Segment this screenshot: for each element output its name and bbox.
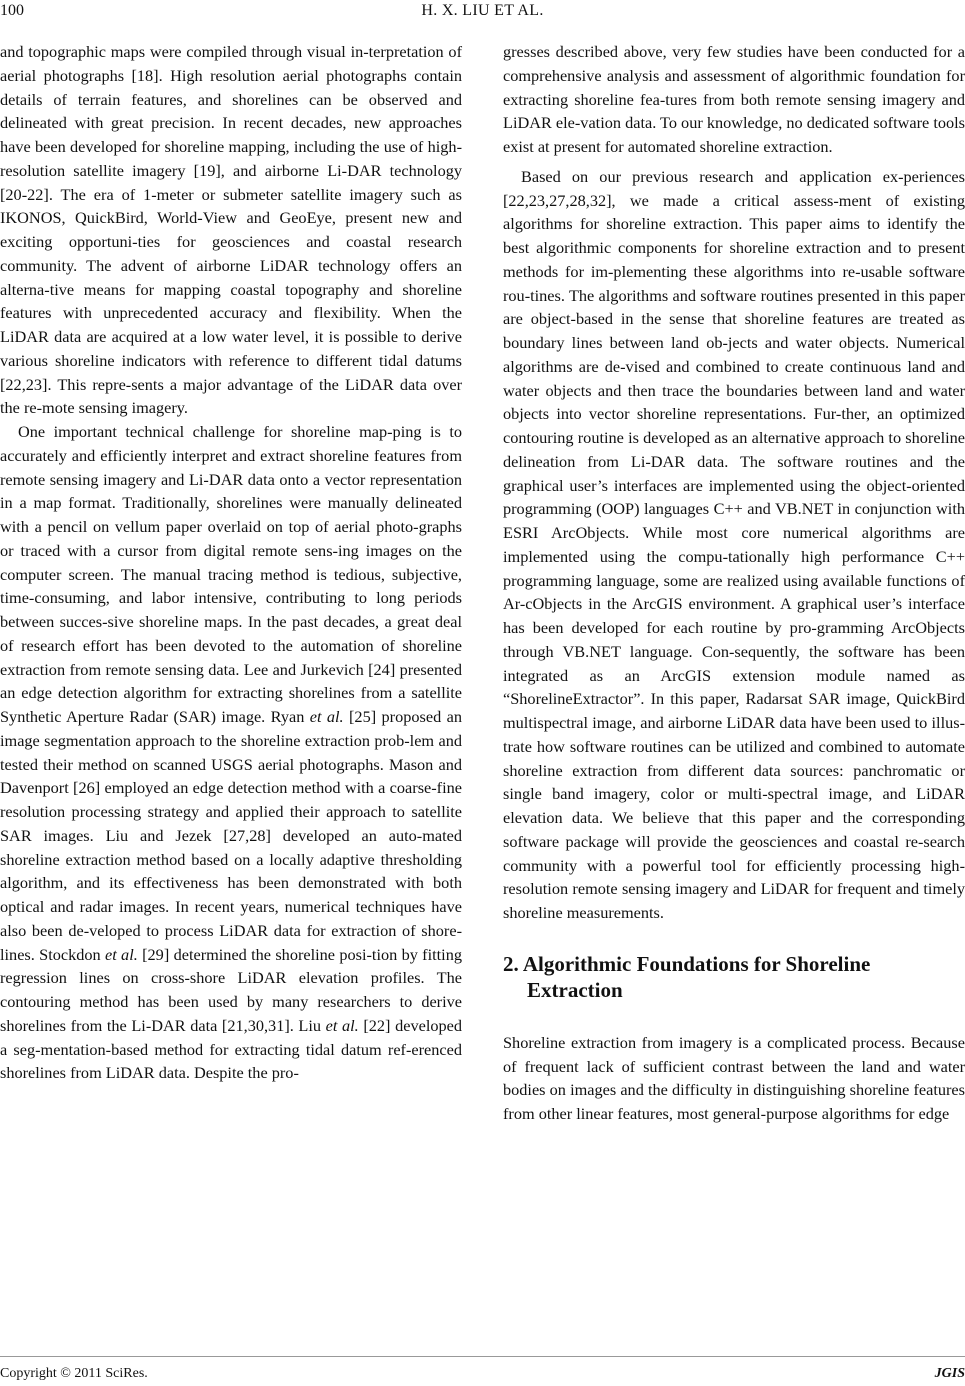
section-title: 2. Algorithmic Foundations for Shoreline Extraction (503, 951, 871, 1002)
paragraph: Shoreline extraction from imagery is a complicated process. Because of frequent lack of sufficient contrast between the land and water bodies on images and the difficulty in distinguishing shoreline features from other linear features, most general-purpose algorithms for edge (503, 1032, 965, 1123)
page-number: 100 (0, 2, 24, 19)
paragraph: One important technical challenge for shoreline map-ping is to accurately and efficiently interpret and extract shoreline features from remote sensing imagery and Li-DAR data onto a vector representation in a map format. Traditionally, shorelines were manually delineated with a pencil on vellum paper overlaid on top of aerial photo-graphs or traced with a cursor from digital remote sens-ing images on the computer screen. The manual tracing method is tedious, subjective, time-consuming, and labor intensive, contributing to long periods between succes-sive shoreline maps. In the past decades, a great deal of research effort has been devoted to the automation of shoreline extraction from remote sensing data. Lee and Jurkevich [24] presented an edge detection algorithm for extracting shorelines from a satellite Synthetic Aperture Radar (SAR) image. Ryan et al. [25] proposed an image segmentation approach to the shoreline extraction prob-lem and tested their method on scanned USGS aerial photographs. Mason and Davenport [26] employed an edge detection method with a coarse-fine resolution processing strategy and applied their approach to satellite SAR images. Liu and Jezek [27,28] developed an auto-mated shoreline extraction method based on a locally adaptive thresholding algorithm, and its effectiveness has been demonstrated with both optical and radar images. In recent years, numerical techniques have also been de-veloped to process LiDAR data for extraction of shore-lines. Stockdon et al. [29] determined the shoreline posi-tion by fitting regression lines on cross-shore LiDAR elevation profiles. The contouring method has been used by many researchers to derive shorelines from the Li-DAR data [21,30,31]. Liu et al. [22] developed a seg-mentation-based method for extracting tidal datum ref-erenced shorelines from LiDAR data. Despite the pro- (0, 422, 462, 1083)
paragraph: Based on our previous research and application ex-periences [22,23,27,28,32], we made a critical assess-ment of existing algorithms for shoreline extraction. This paper aims to identify the best algorithmic components for shoreline extraction and to present methods for im-plementing these algorithms into re-usable software rou-tines. The algorithms and software routines presented in this paper are object-based in the sense that shoreline features are treated as boundary lines between land ob-jects and water objects. Numerical algorithms are de-vised and combined to create continuous land and water objects and then trace the boundaries between land and water objects into vector shoreline representations. Fur-ther, an optimized contouring routine is developed as an alternative approach to shoreline delineation from Li-DAR data. The software routines and the graphical user’s interfaces are implemented using the object-oriented programming (OOP) languages C++ and VB.NET in conjunction with ESRI ArcObjects. While most core numerical algorithms are implemented using the compu-tationally high performance C++ programming language, some are realized using available functions of Ar-cObjects in the ArcGIS environment. A graphical user’s interface has been developed for each routine by pro-gramming ArcObjects through VB.NET language. Con-sequently, the software has been integrated as an ArcGIS extension module named as “ShorelineExtractor”. In this paper, Radarsat SAR image, QuickBird multispectral image, and airborne LiDAR data have been used to illus-trate how software routines can be utilized and combined to automate shoreline extraction from different data sources: panchromatic or single band imagery, color or multi-spectral image, and LiDAR elevation data. We believe that this paper and the corresponding software package will provide the geosciences and coastal re-search community with a powerful tool for efficiently processing high-resolution remote sensing imagery and LiDAR for frequent and timely shoreline measurements. (503, 166, 965, 922)
copyright: Copyright © 2011 SciRes. (0, 1366, 148, 1381)
page-header (0, 0, 965, 30)
paragraph: and topographic maps were compiled through visual in-terpretation of aerial photographs [18]. High resolution aerial photographs contain details of terrain features, and shorelines can be observed and delineated with great precision. In recent decades, new approaches have been developed for shoreline mapping, including the use of high-resolution satellite imagery [19], and airborne Li-DAR technology [20-22]. The era of 1-meter or submeter satellite imagery such as IKONOS, QuickBird, World-View and GeoEye, present new and exciting opportuni-ties for geosciences and coastal research community. The advent of airborne LiDAR technology offers an alterna-tive means for mapping coastal topography and shoreline features with unprecedented accuracy and flexibility. When the LiDAR data are acquired at a low water level, it is possible to derive various shoreline indicators with reference to different tidal datums [22,23]. This repre-sents a major advantage of the LiDAR data over the re-mote sensing imagery. (0, 42, 462, 418)
footer-divider (0, 1356, 965, 1357)
running-head: H. X. LIU ET AL. (421, 2, 544, 19)
journal-abbrev: JGIS (934, 1366, 965, 1381)
paragraph: gresses described above, very few studies have been conducted for a comprehensive analysis and assessment of algorithmic foundation for extracting shoreline fea-tures from both remote sensing imagery and LiDAR ele-vation data. To our knowledge, no dedicated software tools exist at present for automated shoreline extraction. (503, 42, 965, 156)
left-column (0, 40, 462, 1085)
page-footer (0, 1363, 965, 1385)
right-column (503, 40, 965, 1126)
